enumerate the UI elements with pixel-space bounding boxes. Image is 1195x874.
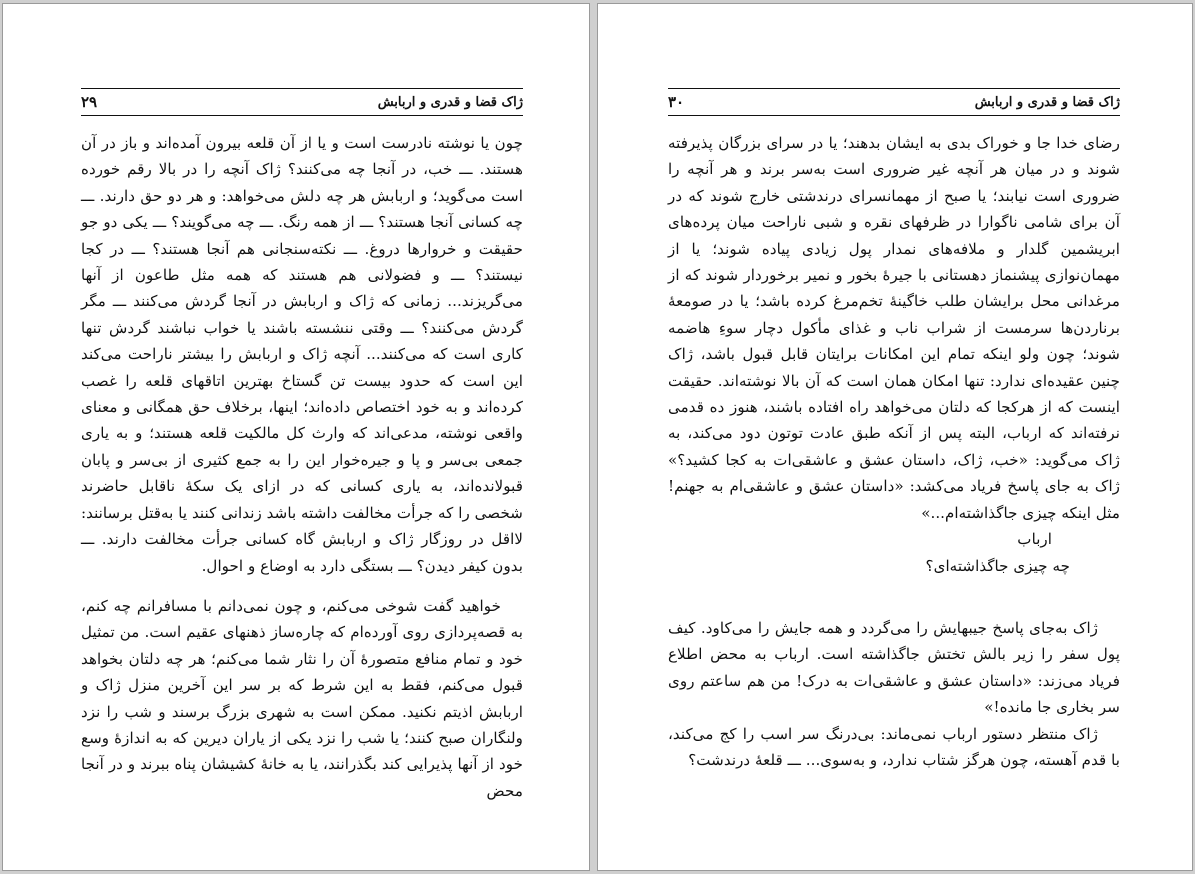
- running-header: [81, 88, 523, 116]
- speaker-name: ارباب: [1017, 530, 1052, 549]
- paragraph: ژاک منتظر دستور ارباب نمی‌ماند: بی‌درنگ سر اسب را کج می‌کند، با قدم آهسته، چون هرگز شتاب ندارد، و به‌سوی... ـــ قلعهٔ درندشت؟: [668, 724, 1120, 769]
- paragraph: رضای خدا جا و خوراک بدی به ایشان بدهند؛ یا در سرای بزرگان پذیرفته شوند و در میان هر آنچه غیر ضروری است به‌سر برند و هر آنچه را ضروری است نیابند؛ یا صبح از مهمانسرای درندشتی خارج شوند که در آن برای شامی ناگوارا در ظرفهای نقره و شبی ناراحت میان پرده‌های ابریشمین گلدار و ملافه‌های نمدار پول زیادی پیاده شوند؛ یا از مهمان‌نوازی پیشنماز دهستانی با جیرهٔ بخور و نمیر برخوردار شوند که از مرغدانی محل برایشان طلب خاگینهٔ تخم‌مرغ کرده باشد؛ یا در صومعهٔ برناردن‌ها سرمست از شراب ناب و غذای مأکول دچار سوءِ هاضمه شوند؛ چون ولو اینکه تمام این امکانات برایتان قابل قبول باشد، ژاک چنین عقیده‌ای ندارد: تنها امکان همان است که آن بالا نوشته‌اند. حقیقت اینست که از هرکجا که دلتان می‌خواهد راه افتاده باشند، هنوز ده قدمی نرفته‌اند که ارباب، البته پس از آنکه طبق عادت توتون دود می‌کند، به ژاک می‌گوید: «خب، ژاک، داستان عشق و عاشقی‌ات به کجا کشید؟» ژاک به جای پاسخ فریاد می‌کشد: «داستان عشق و عاشقی‌ام به جهنم! مثل اینکه چیزی جاگذاشته‌ام...»: [668, 134, 1120, 522]
- running-title: ژاک قضا و قدری و اربابش: [377, 94, 523, 110]
- page-number: ۲۹: [81, 93, 98, 111]
- page-number: ۳۰: [668, 93, 685, 111]
- page-body: [81, 130, 523, 804]
- page-body: [668, 130, 1120, 773]
- running-header: [668, 88, 1120, 116]
- paragraph: ژاک به‌جای پاسخ جیبهایش را می‌گردد و همه جایش را می‌کاود. کیف پول سفر را زیر بالش تختش جاگذاشته است. ارباب به محض اطلاع فریاد می‌زند: «داستان عشق و عاشقی‌ات به درک! من هم ساعتم روی سر بخاری جا مانده!»: [668, 618, 1120, 717]
- running-title: ژاک قضا و قدری و اربابش: [974, 94, 1120, 110]
- dialogue-line: چه چیزی جاگذاشته‌ای؟: [925, 556, 1070, 575]
- book-page-right: [597, 3, 1193, 871]
- paragraph: خواهید گفت شوخی می‌کنم، و چون نمی‌دانم با مسافرانم چه کنم، به قصه‌پردازی روی آورده‌ام که چاره‌ساز ذهنهای عقیم است. من تمثیل خود و تمام منافع متصورهٔ آن را نثار شما می‌کنم؛ هر چه دلتان بخواهد قبول می‌کنم، فقط به این شرط که بر سر این آخرین منزل ژاک و اربابش اذیتم نکنید. ممکن است به شهری بزرگ برسند و شب را نزد ولنگاران صبح کنند؛ یا شب را نزد یکی از یاران دیرین که به اندازهٔ وسع خود از آنها پذیرایی کند بگذرانند، یا به خانهٔ کشیشان پناه ببرند و در آنجا محض: [81, 596, 523, 800]
- paragraph: چون یا نوشته نادرست است و یا از آن قلعه بیرون آمده‌اند و باز در آن هستند. ـــ خب، در آنجا چه می‌کنند؟ ژاک آنچه را در بالا رقم خورده است می‌گوید؛ و اربابش هر چه دلش می‌خواهد: و هر دو حق دارند. ـــ چه کسانی آنجا هستند؟ ـــ از همه رنگ. ـــ چه می‌گویند؟ ـــ یکی دو جو حقیقت و خروارها دروغ. ـــ نکته‌سنجانی هم آنجا هستند؟ ـــ در کجا نیستند؟ ـــ و فضولانی هم هستند که همه مثل طاعون از آنها می‌گریزند... زمانی که ژاک و اربابش در آنجا گردش می‌کنند ـــ مگر گردش می‌کنند؟ ـــ وقتی ننشسته باشند یا خواب نباشند گردش تنها کاری است که می‌کنند... آنچه ژاک و اربابش را بیشتر ناراحت می‌کند این است که حدود بیست تن گستاخ بهترین اتاقهای قلعه را غصب کرده‌اند و به خود اختصاص داده‌اند؛ اینها، برخلاف حق همگانی و معنای واقعی نوشته، مدعی‌اند که وارث کل مالکیت قلعه هستند؛ و به یاری جمعی بی‌سر و پا و جیره‌خوار این را به جمع کثیری از بی‌سر و پابان قبولانده‌اند، به یاری کسانی که در ازای یک سکهٔ ناقابل حاضرند شخصی را که جرأت مخالفت داشته باشد زندانی کنند یا به‌قتل برسانند: لااقل در روزگار ژاک و اربابش گاه کسانی جرأت مخالفت دارند. ـــ بدون کیفر دیدن؟ ـــ بستگی دارد به اوضاع و احوال.: [81, 134, 523, 575]
- book-page-left: [2, 3, 590, 871]
